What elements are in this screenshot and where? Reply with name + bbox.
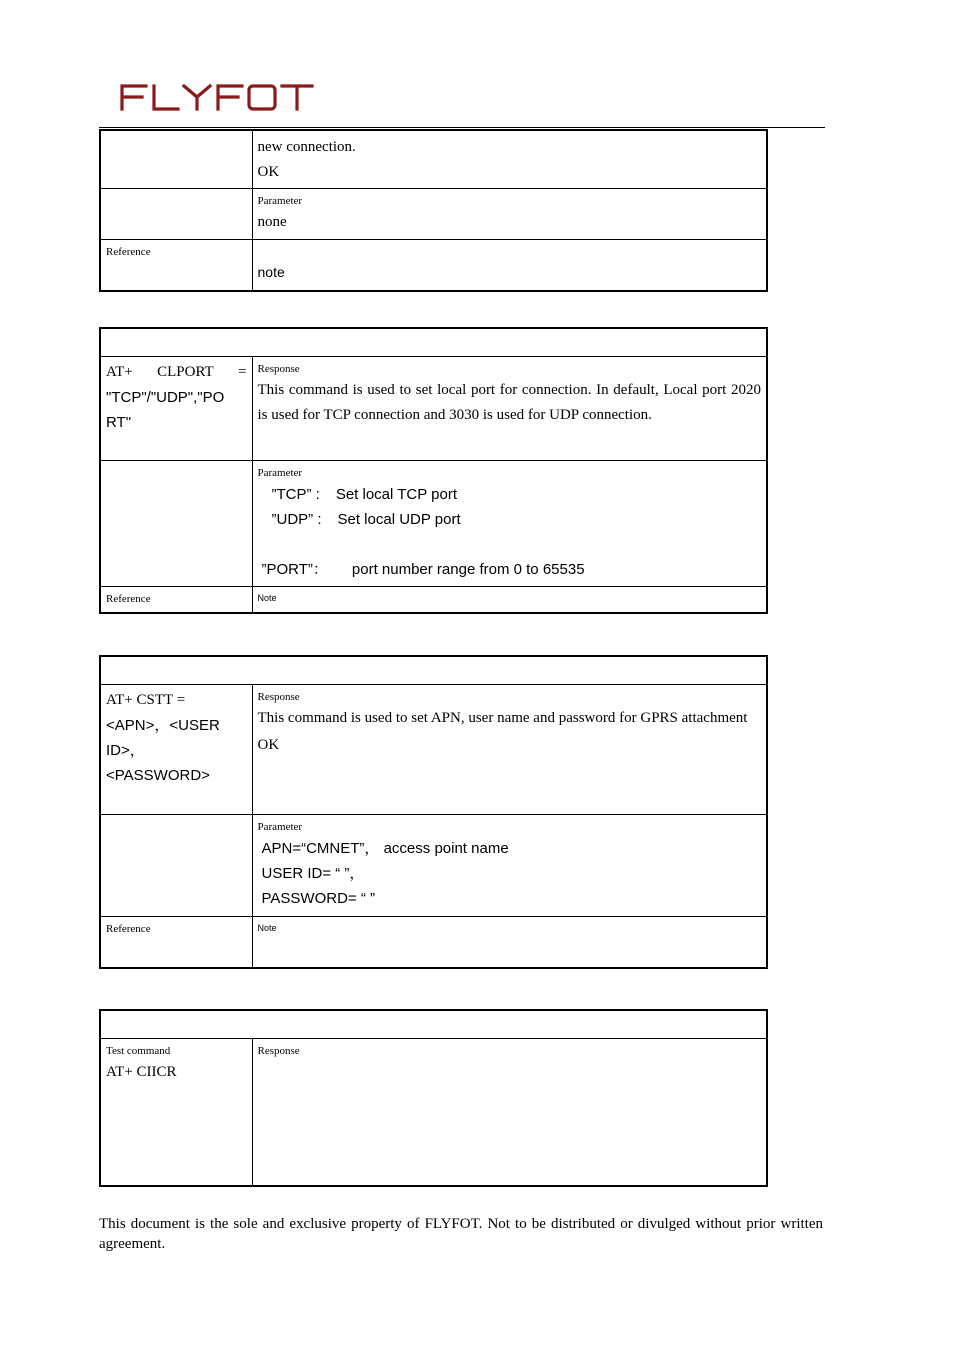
response-line: new connection. xyxy=(257,139,356,155)
flyfot-logo xyxy=(118,82,314,112)
response-cell xyxy=(252,130,767,189)
empty-cell xyxy=(100,189,252,240)
table-ciicr xyxy=(99,1009,768,1187)
response-cell xyxy=(252,1038,767,1186)
reference-label: Reference xyxy=(106,246,151,258)
note-cell xyxy=(252,916,767,968)
empty-cell xyxy=(100,814,252,916)
reference-cell xyxy=(100,916,252,968)
table-title xyxy=(100,1010,767,1038)
note-label: Note xyxy=(257,592,277,603)
parameter-port: ”PORT”： port number range from 0 to 65535 xyxy=(261,560,585,578)
parameter-value: none xyxy=(257,214,287,230)
parameter-label: Parameter xyxy=(257,466,303,479)
table-cstt xyxy=(99,655,768,969)
response-cell xyxy=(252,356,767,460)
table-title xyxy=(100,328,767,356)
table-continuation xyxy=(99,129,768,292)
footer-disclaimer: This document is the sole and exclusive property of FLYFOT. Not to be distributed or divulged without prior written agreement. xyxy=(99,1216,823,1252)
test-command-value: AT+ CIICR xyxy=(106,1063,177,1080)
command-line2: <APN>，<USER xyxy=(106,716,220,734)
command-line4: <PASSWORD> xyxy=(106,766,210,784)
empty-cell xyxy=(100,130,252,189)
command-cell xyxy=(100,1038,252,1186)
table-title xyxy=(100,656,767,684)
command-line2: "TCP"/"UDP","PO xyxy=(106,388,225,406)
response-label: Response xyxy=(257,690,300,703)
command-line1: AT+ CSTT = xyxy=(106,691,186,708)
reference-cell xyxy=(100,586,252,613)
parameter-password: PASSWORD= “ ” xyxy=(261,889,375,907)
command-line3: RT" xyxy=(106,413,132,431)
note-value: note xyxy=(257,264,285,280)
parameter-tcp: ”TCP” : Set local TCP port xyxy=(271,485,457,503)
header-rule xyxy=(99,127,825,128)
parameter-label: Parameter xyxy=(257,820,303,833)
command-line3: ID>， xyxy=(106,741,145,759)
parameter-cell xyxy=(252,189,767,240)
response-ok: OK xyxy=(257,736,280,753)
command-cell xyxy=(100,684,252,814)
note-cell xyxy=(252,586,767,613)
empty-cell xyxy=(100,460,252,586)
response-label: Response xyxy=(257,1044,300,1057)
response-ok: OK xyxy=(257,164,280,180)
test-command-label: Test command xyxy=(106,1044,171,1057)
parameter-cell xyxy=(252,460,767,586)
parameter-apn: APN=“CMNET”， access point name xyxy=(261,839,509,857)
command-line1: AT+ CLPORT = xyxy=(106,363,247,380)
command-cell xyxy=(100,356,252,460)
note-label: Note xyxy=(257,922,277,933)
reference-cell xyxy=(100,240,252,291)
response-cell xyxy=(252,684,767,814)
parameter-cell xyxy=(252,814,767,916)
parameter-user-id: USER ID= “ ”， xyxy=(261,864,365,882)
reference-label: Reference xyxy=(106,922,151,935)
note-cell xyxy=(252,240,767,291)
response-text: This command is used to set APN, user name and password for GPRS attachment xyxy=(257,709,748,726)
reference-label: Reference xyxy=(106,592,151,605)
parameter-udp: ”UDP” : Set local UDP port xyxy=(271,510,461,528)
response-text: This command is used to set local port for connection. In default, Local port 2020 is used for TCP connection and 3030 is used for UDP connection. xyxy=(257,381,761,423)
parameter-label: Parameter xyxy=(257,195,303,207)
table-clport xyxy=(99,327,768,614)
response-label: Response xyxy=(257,362,300,375)
